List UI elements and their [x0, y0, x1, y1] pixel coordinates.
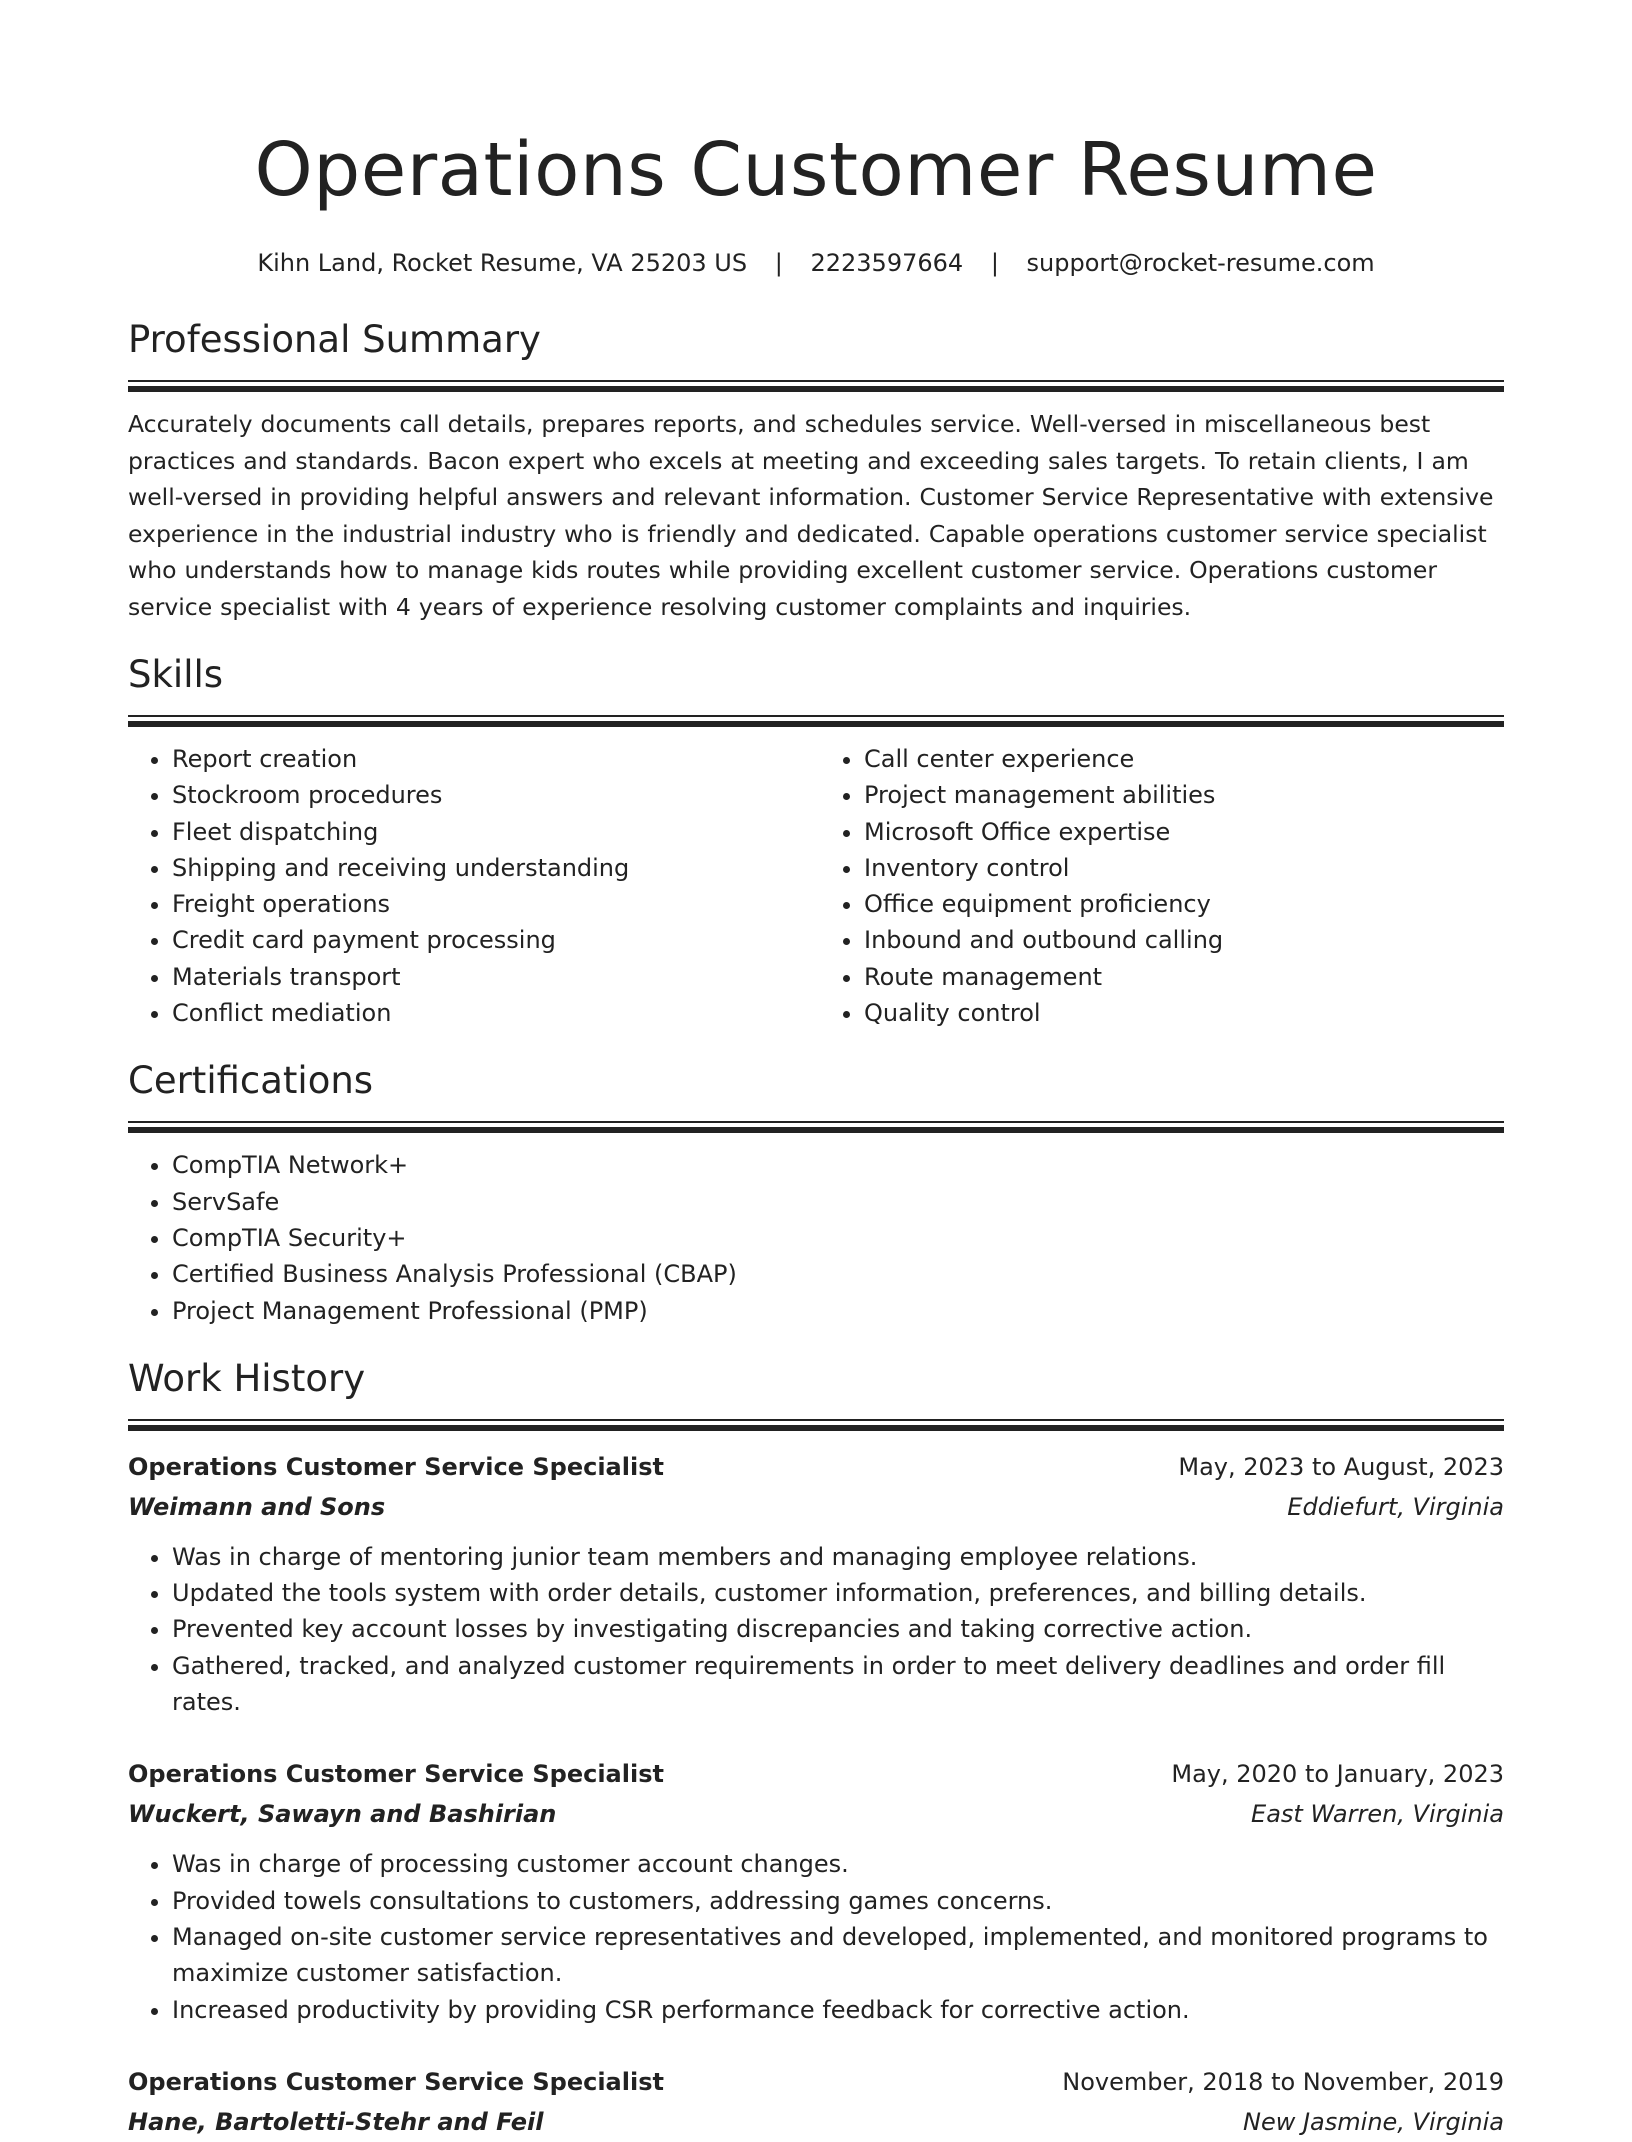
- summary-section: [128, 316, 1504, 625]
- certification-item: • CompTIA Security+: [172, 1220, 1504, 1256]
- skills-section: [128, 651, 1504, 1031]
- section-title-skills: Skills: [128, 653, 224, 696]
- skill-item: • Report creation: [172, 741, 816, 777]
- certifications-section: [128, 1057, 1504, 1328]
- skill-item: • Stockroom procedures: [172, 777, 816, 813]
- job-bullet: • Updated the tools system with order details, customer information, preferences, and billing details.: [172, 1575, 1504, 1611]
- job-company: Weimann and Sons: [128, 1492, 386, 1521]
- skill-item: • Call center experience: [864, 741, 1504, 777]
- contact-address: Kihn Land, Rocket Resume, VA 25203 US: [257, 249, 748, 277]
- section-divider: [128, 1419, 1504, 1431]
- certification-item: • Certified Business Analysis Professional (CBAP): [172, 1256, 1504, 1292]
- job-company-row: [128, 1794, 1504, 1834]
- job-company-row: [128, 2102, 1504, 2142]
- job-company-row: [128, 1487, 1504, 1527]
- skill-item: • Project management abilities: [864, 777, 1504, 813]
- skill-item: • Office equipment proficiency: [864, 886, 1504, 922]
- job-dates: May, 2023 to August, 2023: [1178, 1452, 1504, 1481]
- job-bullet: • Prevented key account losses by investigating discrepancies and taking corrective action.: [172, 1611, 1504, 1647]
- skill-item: • Fleet dispatching: [172, 814, 816, 850]
- job-location: Eddiefurt, Virginia: [1287, 1492, 1504, 1521]
- contact-separator: |: [990, 249, 999, 277]
- job-title: Operations Customer Service Specialist: [128, 1760, 664, 1789]
- section-divider: [128, 380, 1504, 392]
- skill-item: • Freight operations: [172, 886, 816, 922]
- job-company: Wuckert, Sawayn and Bashirian: [128, 1800, 557, 1829]
- skill-item: • Materials transport: [172, 959, 816, 995]
- skill-item: • Shipping and receiving understanding: [172, 850, 816, 886]
- section-title-work-history: Work History: [128, 1356, 366, 1400]
- certification-item: • ServSafe: [172, 1184, 1504, 1220]
- job-bullet: • Provided towels consultations to customers, addressing games concerns.: [172, 1883, 1504, 1919]
- job-bullets: [128, 1539, 1504, 1720]
- skills-list-left: [128, 741, 816, 1031]
- skill-item: • Credit card payment processing: [172, 922, 816, 958]
- skill-item: • Conflict mediation: [172, 995, 816, 1031]
- job-title: Operations Customer Service Specialist: [128, 1452, 664, 1481]
- job-bullets: [128, 1846, 1504, 2027]
- skills-grid: [128, 741, 1504, 1031]
- job-bullet: • Managed on-site customer service representatives and developed, implemented, and monitored programs to maximize customer satisfaction.: [172, 1919, 1504, 1992]
- contact-phone: 2223597664: [810, 249, 964, 277]
- certifications-list: [128, 1147, 1504, 1328]
- contact-line: [128, 246, 1504, 280]
- skill-item: • Microsoft Office expertise: [864, 814, 1504, 850]
- summary-text: Accurately documents call details, prepares reports, and schedules service. Well-versed in miscellaneous best practices and standards. Bacon expert who excels at meeting and exceeding sales targets. To retain clients, I am well-versed in providing helpful answers and relevant information. Customer Service Representative with extensive experience in the industrial industry who is friendly and dedicated. Capable operations customer service specialist who understands how to manage kids routes while providing excellent customer service. Operations customer service specialist with 4 years of experience resolving customer complaints and inquiries.: [128, 410, 1494, 621]
- certification-item: • CompTIA Network+: [172, 1147, 1504, 1183]
- section-title-summary: Professional Summary: [128, 318, 541, 361]
- work-history-section: [128, 1355, 1504, 2142]
- contact-email: support@rocket-resume.com: [1026, 249, 1375, 277]
- job-entry: [128, 1754, 1504, 2027]
- skill-item: • Quality control: [864, 995, 1504, 1031]
- job-header-row: [128, 1447, 1504, 1487]
- job-bullet: • Gathered, tracked, and analyzed customer requirements in order to meet delivery deadlines and order fill rates.: [172, 1648, 1504, 1721]
- skill-item: • Route management: [864, 959, 1504, 995]
- job-entry: [128, 1447, 1504, 1720]
- job-bullet: • Was in charge of processing customer account changes.: [172, 1846, 1504, 1882]
- job-header-row: [128, 2062, 1504, 2102]
- job-header-row: [128, 1754, 1504, 1794]
- section-divider: [128, 1121, 1504, 1133]
- certification-item: • Project Management Professional (PMP): [172, 1293, 1504, 1329]
- job-bullet: • Was in charge of mentoring junior team members and managing employee relations.: [172, 1539, 1504, 1575]
- job-dates: November, 2018 to November, 2019: [1062, 2067, 1504, 2096]
- job-location: East Warren, Virginia: [1251, 1800, 1504, 1829]
- job-entry: [128, 2062, 1504, 2142]
- resume-title: Operations Customer Resume: [254, 127, 1378, 213]
- job-bullet: • Increased productivity by providing CSR performance feedback for corrective action.: [172, 1992, 1504, 2028]
- section-title-certifications: Certifications: [128, 1059, 374, 1103]
- skill-item: • Inventory control: [864, 850, 1504, 886]
- skill-item: • Inbound and outbound calling: [864, 922, 1504, 958]
- skills-list-right: [816, 741, 1504, 1031]
- job-title: Operations Customer Service Specialist: [128, 2067, 664, 2096]
- job-dates: May, 2020 to January, 2023: [1171, 1760, 1504, 1789]
- section-divider: [128, 715, 1504, 727]
- job-location: New Jasmine, Virginia: [1243, 2107, 1504, 2136]
- contact-separator: |: [774, 249, 783, 277]
- job-company: Hane, Bartoletti-Stehr and Feil: [128, 2107, 544, 2136]
